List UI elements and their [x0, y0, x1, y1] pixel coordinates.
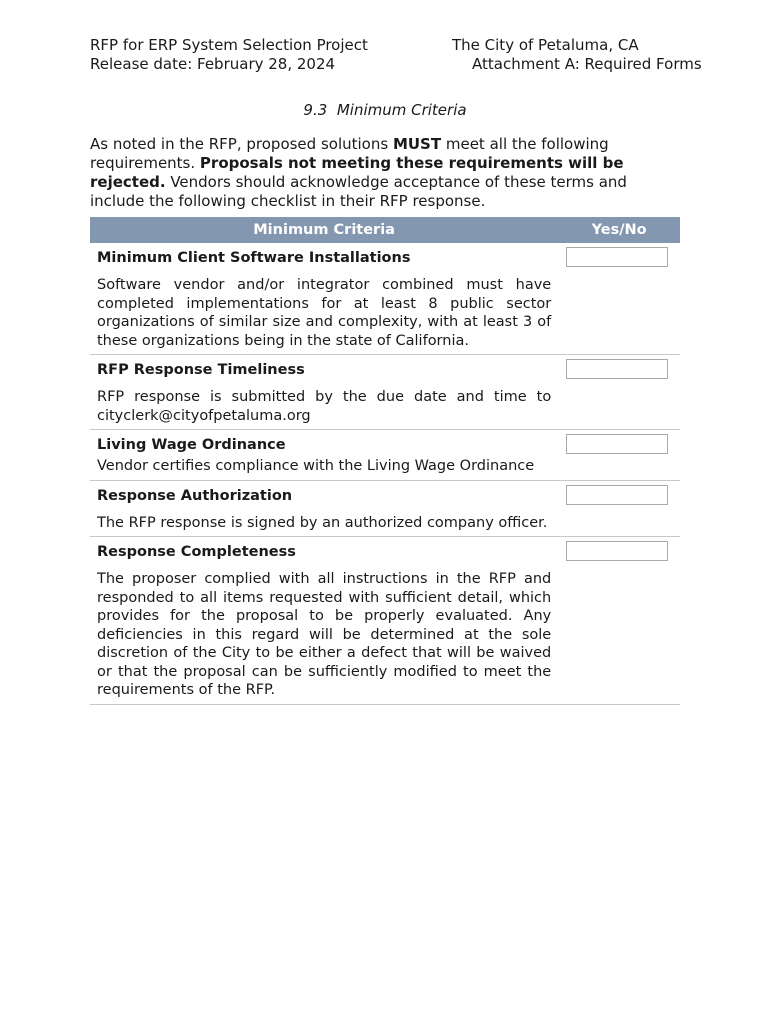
- yes-no-field[interactable]: [566, 541, 668, 561]
- minimum-criteria-table: [90, 217, 680, 705]
- section-title: [0, 101, 770, 119]
- yes-no-cell: [558, 430, 680, 481]
- criteria-title: Response Authorization: [97, 487, 293, 504]
- criteria-title: RFP Response Timeliness: [97, 362, 305, 378]
- intro-text-3: Vendors should acknowledge acceptance of these terms and include the following checklist in their RFP response.: [90, 173, 627, 210]
- yes-no-field[interactable]: [566, 434, 668, 454]
- yes-no-cell: [558, 537, 680, 705]
- table-row: [90, 355, 680, 430]
- criteria-description: The RFP response is signed by an authorized company officer.: [97, 514, 548, 531]
- yes-no-field[interactable]: [566, 485, 668, 505]
- header-organization: The City of Petaluma, CA: [452, 36, 639, 54]
- criteria-cell: [90, 537, 558, 705]
- criteria-title: Minimum Client Software Installations: [97, 250, 411, 266]
- criteria-title: Living Wage Ordinance: [97, 437, 286, 453]
- criteria-cell: [90, 355, 558, 430]
- table-row: [90, 430, 680, 481]
- header-left: [90, 36, 368, 74]
- yes-no-field[interactable]: [566, 247, 668, 267]
- criteria-description: Software vendor and/or integrator combined must have completed implementations for at least 8 public sector organizations of similar size and complexity, with at least 3 of these organizations being in the state of California.: [97, 277, 552, 349]
- criteria-cell: [90, 480, 558, 537]
- table-row: [90, 537, 680, 705]
- section-name: Minimum Criteria: [336, 101, 467, 119]
- section-number: 9.3: [303, 101, 328, 119]
- column-header-yes-no: Yes/No: [558, 217, 680, 243]
- header-release-date: Release date: February 28, 2024: [90, 55, 336, 73]
- intro-text-1: As noted in the RFP, proposed solutions: [90, 135, 393, 153]
- criteria-cell: [90, 243, 558, 355]
- table-row: [90, 243, 680, 355]
- header-right: [452, 36, 706, 74]
- yes-no-cell: [558, 243, 680, 355]
- yes-no-field[interactable]: [566, 359, 668, 379]
- table-header-row: [90, 217, 680, 243]
- table-row: [90, 480, 680, 537]
- intro-rejected: Proposals not meeting these requirements will be rejected.: [90, 154, 624, 191]
- yes-no-cell: [558, 355, 680, 430]
- intro-text-2: meet all the following requirements.: [90, 135, 609, 172]
- intro-paragraph: [90, 135, 650, 211]
- yes-no-cell: [558, 480, 680, 537]
- criteria-cell: [90, 430, 558, 481]
- criteria-description: RFP response is submitted by the due date and time to cityclerk@cityofpetaluma.org: [97, 389, 552, 424]
- criteria-title: Response Completeness: [97, 544, 296, 560]
- header-attachment: Attachment A: Required Forms: [472, 55, 702, 73]
- criteria-description: The proposer complied with all instructions in the RFP and responded to all items requested with sufficient detail, which provides for the proposal to be properly evaluated. Any deficiencies in this regard will be determined at the sole discretion of the City to be either a defect that will be waived or that the proposal can be sufficiently modified to meet the requirements of the RFP.: [97, 571, 552, 698]
- header-project-title: RFP for ERP System Selection Project: [90, 36, 368, 54]
- criteria-description: Vendor certifies compliance with the Living Wage Ordinance: [97, 458, 535, 474]
- column-header-criteria: Minimum Criteria: [90, 217, 558, 243]
- intro-must: MUST: [392, 135, 442, 153]
